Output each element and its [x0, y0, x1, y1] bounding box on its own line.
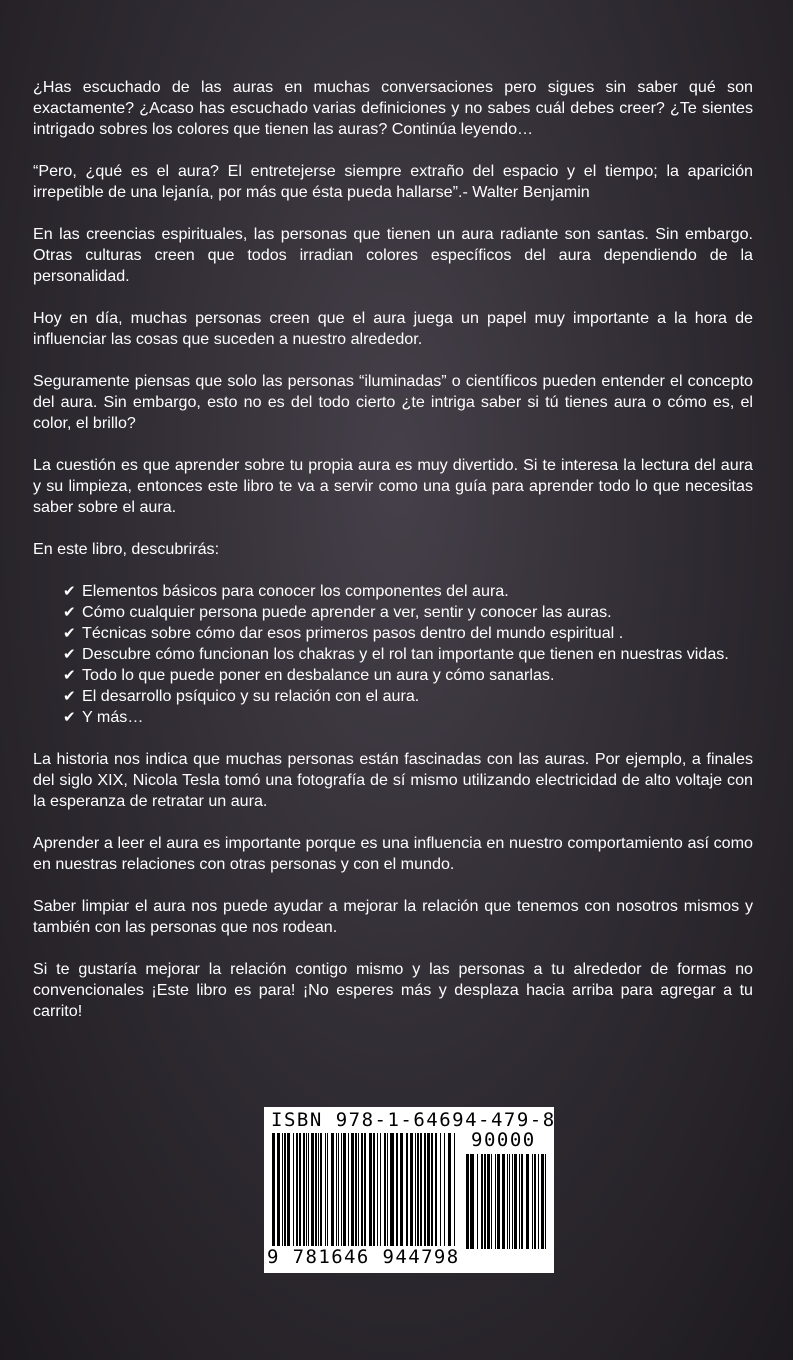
- feature-list: [33, 581, 753, 728]
- check-icon: ✔: [63, 646, 76, 663]
- back-cover-text: [33, 77, 753, 1043]
- barcode-bar: [532, 1154, 533, 1249]
- barcode-bar: [521, 1154, 523, 1249]
- barcode-bar: [514, 1154, 517, 1249]
- paragraph: ¿Has escuchado de las auras en muchas conversaciones pero sigues sin saber qué son exactamente? ¿Acaso has escuchado varias definiciones y no sabes cuál debes creer? ¿Te sientes intrigado sobres los colores que tienen las auras? Continúa leyendo…: [33, 78, 753, 138]
- check-icon: ✔: [63, 583, 76, 600]
- barcode-bar: [534, 1154, 536, 1249]
- list-item: ✔ El desarrollo psíquico y su relación con el aura.: [63, 687, 420, 705]
- barcode-bar: [497, 1154, 500, 1249]
- barcode-bar: [477, 1154, 478, 1249]
- barcode-bar: [519, 1154, 520, 1249]
- barcode-bar: [495, 1154, 496, 1249]
- barcode-bar: [507, 1154, 508, 1249]
- list-intro: En este libro, descubrirás:: [33, 540, 220, 558]
- check-icon: ✔: [63, 625, 76, 642]
- paragraph: La historia nos indica que muchas personas están fascinadas con las auras. Por ejemplo, a finales del siglo XIX, Nicola Tesla tomó una fotografía de sí mismo utilizando electricidad de alto voltaje con la esperanza de retratar un aura.: [33, 750, 753, 810]
- list-item: ✔ Elementos básicos para conocer los componentes del aura.: [63, 582, 509, 600]
- list-item: ✔ Técnicas sobre cómo dar esos primeros pasos dentro del mundo espiritual .: [63, 624, 624, 642]
- list-item: ✔ Cómo cualquier persona puede aprender a ver, sentir y conocer las auras.: [63, 603, 612, 621]
- check-icon: ✔: [63, 604, 76, 621]
- paragraph: Saber limpiar el aura nos puede ayudar a mejorar la relación que tenemos con nosotros mismos y también con las personas que nos rodean.: [33, 897, 753, 936]
- barcode-bar: [512, 1154, 513, 1249]
- list-item: ✔ Todo lo que puede poner en desbalance un aura y cómo sanarlas.: [63, 666, 555, 684]
- call-to-action: Si te gustaría mejorar la relación contigo mismo y las personas a tu alrededor de formas no convencionales ¡Este libro es para! ¡No esperes más y desplaza hacia arriba para agregar a tu carrito!: [33, 960, 753, 1020]
- barcode-bar: [502, 1154, 505, 1249]
- barcode-bar: [481, 1154, 483, 1249]
- intro-paragraphs: [33, 77, 753, 560]
- barcode-bar: [538, 1154, 539, 1249]
- paragraph: Aprender a leer el aura es importante porque es una influencia en nuestro comportamiento así como en nuestras relaciones con otras personas y con el mundo.: [33, 834, 753, 873]
- paragraph: Hoy en día, muchas personas creen que el aura juega un papel muy importante a la hora de influenciar las cosas que suceden a nuestro alrededor.: [33, 309, 753, 348]
- barcode-bar: [491, 1154, 492, 1249]
- barcode-bar: [487, 1154, 490, 1249]
- list-item: ✔ Descubre cómo funcionan los chakras y el rol tan importante que tienen en nuestras vidas.: [63, 645, 729, 663]
- closing-paragraphs: [33, 749, 753, 1022]
- barcode-bar: [466, 1154, 469, 1249]
- check-icon: ✔: [63, 667, 76, 684]
- paragraph: En las creencias espirituales, las personas que tienen un aura radiante son santas. Sin embargo. Otras culturas creen que todos irradian colores específicos del aura dependiendo de la personalidad.: [33, 225, 753, 285]
- barcode-bar: [509, 1154, 510, 1249]
- barcode-digits: 9 781646 944798: [267, 1246, 460, 1268]
- barcode-bar: [541, 1154, 544, 1249]
- paragraph: La cuestión es que aprender sobre tu propia aura es muy divertido. Si te interesa la lectura del aura y su limpieza, entonces este libro te va a servir como una guía para aprender todo lo que necesitas saber sobre el aura.: [33, 456, 753, 516]
- barcode-bar: [484, 1154, 486, 1249]
- barcode-bar: [545, 1154, 546, 1249]
- isbn-label: ISBN 978-1-64694-479-8: [271, 1109, 556, 1131]
- barcode-bar: [526, 1154, 529, 1249]
- paragraph: Seguramente piensas que solo las personas “iluminadas” o científicos pueden entender el concepto del aura. Sin embargo, esto no es del todo cierto ¿te intriga saber si tú tienes aura o cómo es, el color, el brillo?: [33, 372, 753, 432]
- check-icon: ✔: [63, 709, 76, 726]
- quote-paragraph: “Pero, ¿qué es el aura? El entretejerse siempre extraño del espacio y el tiempo; la aparición irrepetible de una lejanía, por más que ésta pueda hallarse”.- Walter Benjamin: [33, 162, 753, 201]
- check-icon: ✔: [63, 688, 76, 705]
- barcode-bar: [470, 1154, 474, 1249]
- price-code: 90000: [471, 1129, 536, 1151]
- list-item: ✔ Y más…: [63, 708, 144, 726]
- isbn-barcode: [264, 1107, 554, 1273]
